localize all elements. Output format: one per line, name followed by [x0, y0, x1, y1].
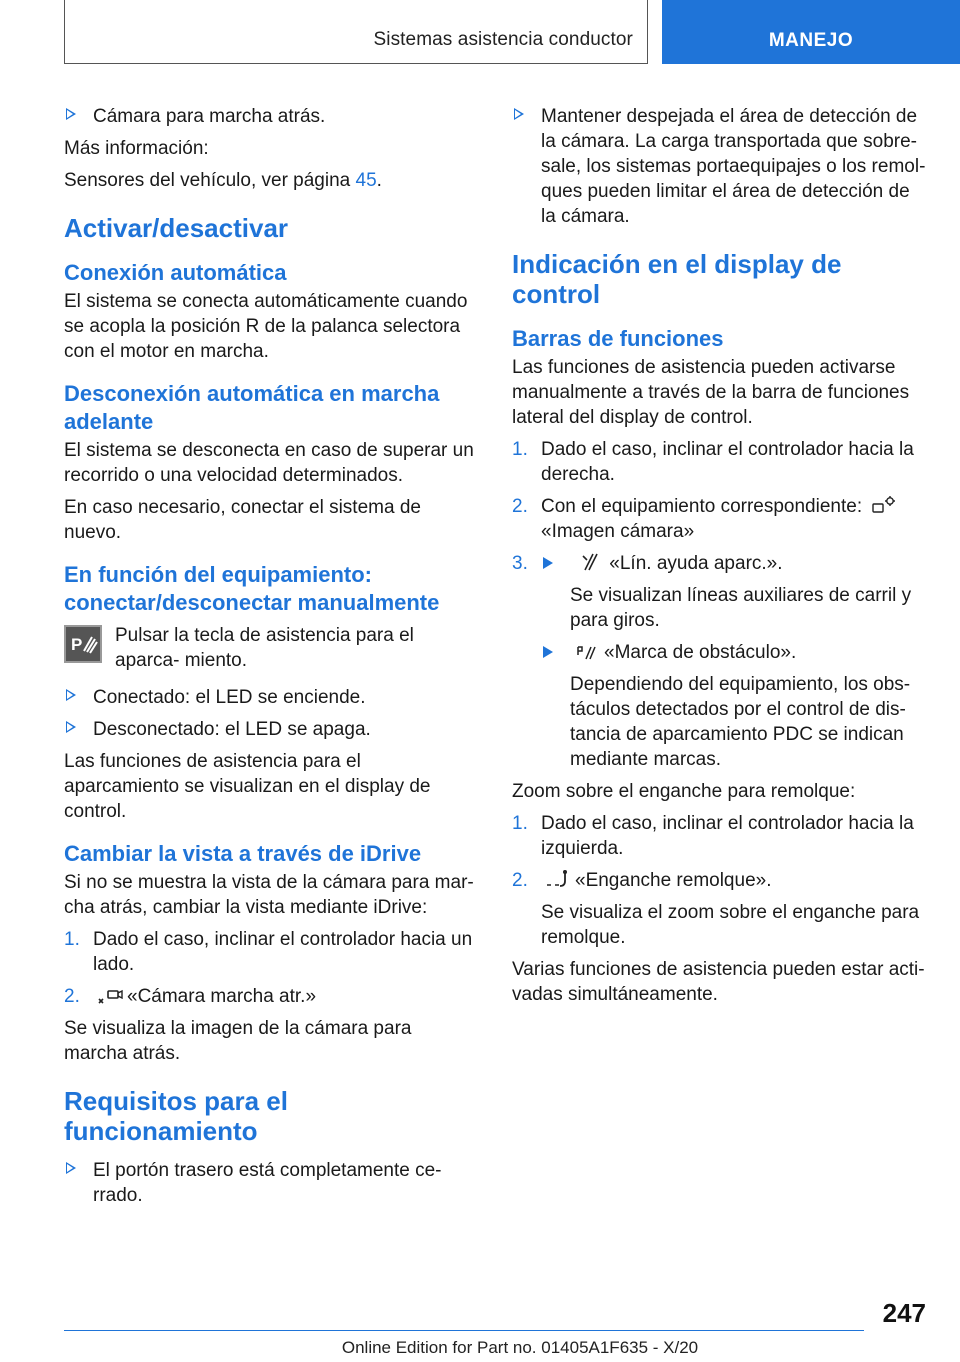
paragraph: Las funciones de asistencia pueden activarse manualmente a través de la barra de funciones lateral del display de control. — [512, 357, 910, 428]
heading-activate: Activar/desactivar — [64, 213, 289, 243]
svg-text:P: P — [71, 635, 83, 654]
heading-manual: En función del equipamiento: conectar/desconectar manualmente — [64, 562, 440, 615]
footer-divider — [64, 1330, 864, 1331]
list-item: «Marca de obstáculo». — [512, 640, 928, 665]
paragraph: Se visualizan líneas auxiliares de carril y para giros. — [570, 585, 912, 631]
heading-function-bars: Barras de funciones — [512, 326, 724, 351]
right-column — [512, 104, 928, 1014]
paragraph: Se visualiza el zoom sobre el enganche para remolque. — [541, 902, 920, 948]
key-instruction-text: Pulsar la tecla de asistencia para el aparca- miento. — [115, 625, 414, 671]
step-item: 2. «Enganche remolque». — [512, 870, 772, 891]
footer-edition: Online Edition for Part no. 01405A1F635 - X/20 — [341, 1338, 699, 1357]
triangle-bullet-icon — [543, 646, 553, 658]
paragraph: El sistema se desconecta en caso de superar un recorrido o una velocidad determinados. — [64, 440, 474, 486]
paragraph: En caso necesario, conectar el sistema de nuevo. — [64, 497, 421, 543]
paragraph: Zoom sobre el enganche para remolque: — [512, 781, 856, 802]
section-tab-label: MANEJO — [768, 30, 854, 51]
left-column — [64, 104, 480, 1215]
triangle-bullet-icon — [66, 689, 76, 701]
triangle-bullet-icon — [514, 108, 524, 120]
step-item: 1. Dado el caso, inclinar el controlador hacia la izquierda. — [512, 813, 914, 859]
paragraph: Si no se muestra la vista de la cámara para mar- cha atrás, cambiar la vista mediante iDrive: — [64, 872, 474, 918]
heading-idrive: Cambiar la vista a través de iDrive — [64, 841, 422, 866]
list-item: El portón trasero está completamente ce- rrado. — [64, 1158, 480, 1208]
triangle-bullet-icon — [543, 557, 553, 569]
camera-settings-icon — [871, 495, 897, 515]
step-item: 2. Con el equipamiento correspondiente: «Imagen cámara» — [512, 494, 928, 544]
header-title: Sistemas asistencia conductor — [373, 29, 633, 50]
obstacle-marker-icon — [574, 641, 600, 661]
section-tab[interactable] — [662, 0, 960, 64]
paragraph: Varias funciones de asistencia pueden estar acti- vadas simultáneamente. — [512, 959, 925, 1005]
sensors-reference: Sensores del vehículo, ver página 45. — [64, 170, 382, 191]
step-item: 1. Dado el caso, inclinar el controlador hacia un lado. — [64, 929, 473, 975]
key-instruction — [64, 623, 480, 673]
heading-requirements: Requisitos para el funcionamiento — [64, 1086, 288, 1146]
list-item: Mantener despejada el área de detección de la cámara. La carga transportada que sobre- sale, los sistemas portaequipajes o los remol- ques pueden limitar el área de detección de la cámara. — [512, 104, 928, 229]
rear-camera-icon — [97, 985, 123, 1005]
page-number: 247 — [882, 1298, 926, 1328]
park-assist-button-icon — [64, 625, 102, 663]
header-box — [64, 0, 648, 64]
heading-auto-on: Conexión automática — [64, 260, 287, 285]
list-item: Conectado: el LED se enciende. — [64, 685, 480, 710]
triangle-bullet-icon — [66, 108, 76, 120]
paragraph: Las funciones de asistencia para el aparcamiento se visualizan en el display de control. — [64, 751, 431, 822]
park-assist-symbol — [68, 629, 98, 659]
list-item: Cámara para marcha atrás. — [64, 104, 480, 129]
step-item: 1. Dado el caso, inclinar el controlador hacia la derecha. — [512, 439, 914, 485]
heading-auto-off: Desconexión automática en marcha adelante — [64, 381, 440, 434]
step-item: 3. «Lín. ayuda aparc.». — [512, 553, 783, 574]
list-item: Desconectado: el LED se apaga. — [64, 717, 480, 742]
triangle-bullet-icon — [66, 721, 76, 733]
heading-display: Indicación en el display de control — [512, 249, 842, 309]
page-link[interactable]: 45 — [355, 170, 377, 191]
triangle-bullet-icon — [66, 1162, 76, 1174]
step-item: 2. «Cámara marcha atr.» — [64, 986, 317, 1007]
more-info-label: Más información: — [64, 138, 209, 159]
paragraph: Dependiendo del equipamiento, los obs- táculos detectados por el control de dis- tancia de aparcamiento PDC se indican mediante marcas. — [570, 674, 911, 770]
paragraph: El sistema se conecta automáticamente cuando se acopla la posición R de la palanca selectora con el motor en marcha. — [64, 291, 468, 362]
paragraph: Se visualiza la imagen de la cámara para marcha atrás. — [64, 1018, 412, 1064]
tow-hitch-icon — [545, 869, 571, 889]
parking-lines-icon — [579, 552, 605, 572]
